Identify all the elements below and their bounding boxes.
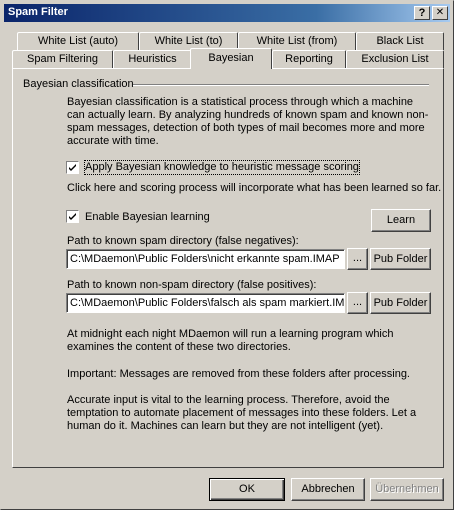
group-title: Bayesian classification [23,78,137,90]
accurate-input-info: Accurate input is vital to the learning process. Therefore, avoid the temptation to automate placement of messages into these folders. Let a human do it. Machines can learn but they are not intelligent (yet). [67,394,417,432]
nonspam-dir-input[interactable]: C:\MDaemon\Public Folders\falsch als spam markiert.IM [66,293,345,313]
spam-dir-input[interactable]: C:\MDaemon\Public Folders\nicht erkannte spam.IMAP [66,249,345,269]
help-button[interactable]: ? [414,6,430,20]
tab-white-list-from[interactable]: White List (from) [238,32,356,50]
tab-exclusion-list[interactable]: Exclusion List [346,50,444,68]
midnight-info: At midnight each night MDaemon will run a learning program which examines the content of these two directories. [67,328,394,353]
enable-learning-checkbox[interactable] [66,210,79,223]
group-divider [133,84,429,86]
tab-bayesian-label: Bayesian [208,52,254,64]
ok-button[interactable]: OK [209,478,285,501]
apply-button[interactable]: Übernehmen [370,478,444,501]
tab-spam-filtering[interactable]: Spam Filtering [12,50,113,68]
apply-bayesian-label[interactable]: Apply Bayesian knowledge to heuristic message scoring [85,161,359,173]
window-title: Spam Filter [8,6,68,18]
spam-dir-label: Path to known spam directory (false negatives): [67,235,299,247]
spam-dir-browse-button[interactable]: ... [347,248,368,270]
tab-white-list-to[interactable]: White List (to) [139,32,238,50]
enable-learning-label[interactable]: Enable Bayesian learning [85,211,210,223]
nonspam-dir-pub-folder-button[interactable]: Pub Folder [370,292,431,314]
cancel-button[interactable]: Abbrechen [291,478,365,501]
tab-heuristics[interactable]: Heuristics [113,50,192,68]
tab-reporting[interactable]: Reporting [272,50,346,68]
learn-button[interactable]: Learn [371,209,431,232]
checkmark-icon [68,163,77,172]
tab-black-list[interactable]: Black List [356,32,444,50]
nonspam-dir-browse-button[interactable]: ... [347,292,368,314]
close-button[interactable] [432,6,448,20]
close-icon: ✕ [435,7,445,18]
bayesian-description: Bayesian classification is a statistical process through which a machine can actually learn. By analyzing hundreds of known spam and known non-spam messages, detection of both types of mail becomes more and more accurate with time. [67,96,429,147]
important-info: Important: Messages are removed from these folders after processing. [67,368,410,380]
checkmark-icon [68,212,77,221]
tab-white-list-auto[interactable]: White List (auto) [17,32,139,50]
nonspam-dir-label: Path to known non-spam directory (false positives): [67,279,317,291]
spam-dir-pub-folder-button[interactable]: Pub Folder [370,248,431,270]
tab-bayesian[interactable] [190,48,272,69]
title-bar[interactable] [4,4,450,22]
apply-bayesian-checkbox[interactable] [66,161,79,174]
apply-bayesian-hint: Click here and scoring process will incorporate what has been learned so far. [67,182,442,194]
